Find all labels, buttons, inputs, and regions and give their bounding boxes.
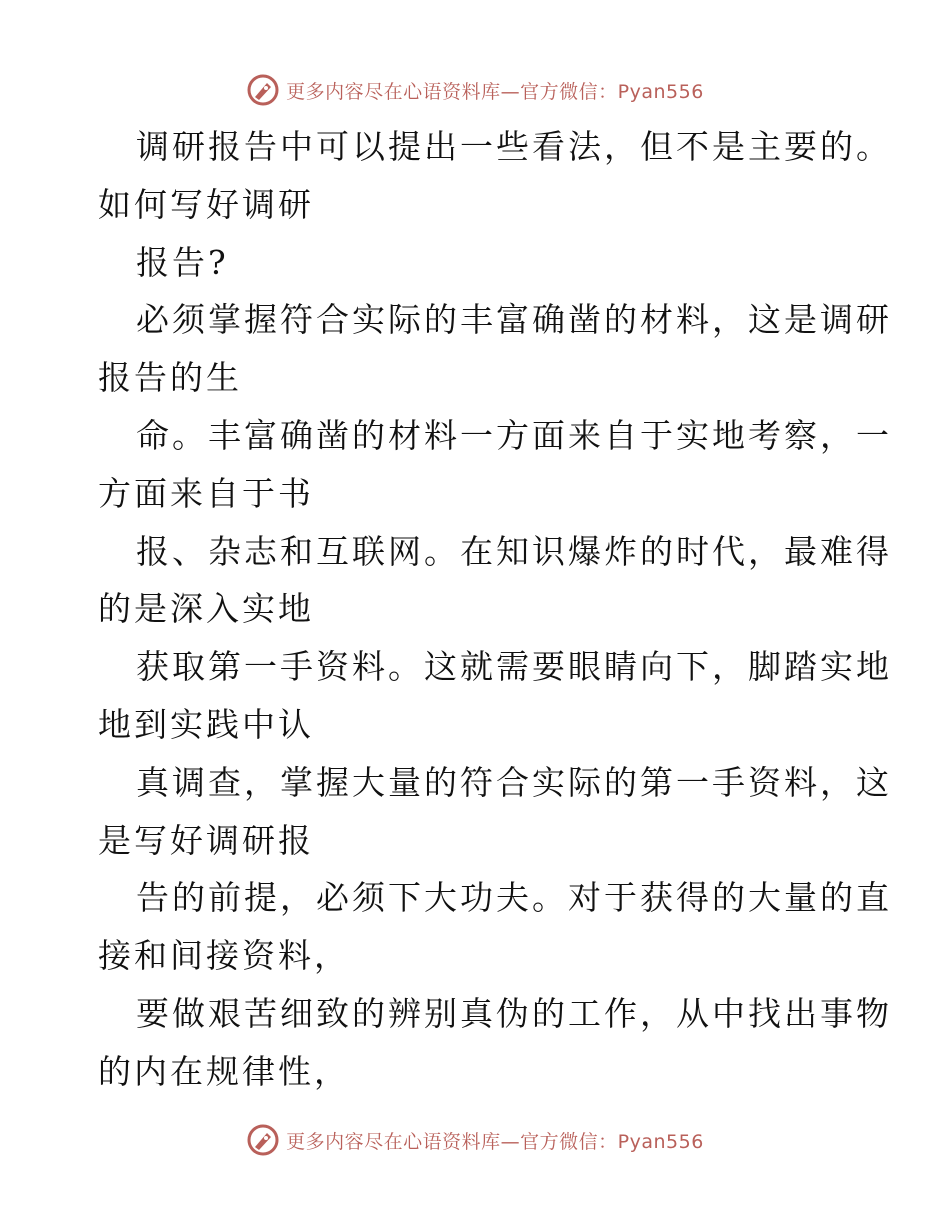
text-line: 报告? — [136, 242, 229, 282]
text-line: 接和间接资料， — [98, 936, 350, 976]
banner-text: 更多内容尽在心语资料库—官方微信：Pyan556 — [286, 1130, 704, 1153]
text-line: 如何写好调研 — [98, 184, 314, 224]
document-body — [98, 118, 892, 1101]
text-line: 必须掌握符合实际的丰富确凿的材料，这是调研 — [136, 300, 892, 340]
text-line: 报、杂志和互联网。在知识爆炸的时代，最难得 — [136, 531, 892, 571]
text-line: 的是深入实地 — [98, 589, 314, 629]
pen-nib-logo-icon — [246, 1123, 280, 1157]
text-line: 获取第一手资料。这就需要眼睛向下，脚踏实地 — [136, 647, 892, 687]
text-line: 调研报告中可以提出一些看法，但不是主要的。 — [136, 127, 892, 166]
text-line: 方面来自于书 — [98, 473, 314, 513]
text-line: 报告的生 — [98, 358, 242, 398]
header-banner — [0, 70, 950, 110]
text-line: 真调查，掌握大量的符合实际的第一手资料，这 — [136, 762, 892, 802]
pen-nib-logo-icon — [246, 73, 280, 107]
text-line: 要做艰苦细致的辨别真伪的工作，从中找出事物 — [136, 993, 892, 1033]
banner-text: 更多内容尽在心语资料库—官方微信：Pyan556 — [286, 80, 704, 103]
text-line: 告的前提，必须下大功夫。对于获得的大量的直 — [136, 878, 892, 918]
text-line: 命。丰富确凿的材料一方面来自于实地考察，一 — [136, 415, 892, 455]
text-line: 是写好调研报 — [98, 820, 314, 860]
text-line: 地到实践中认 — [98, 704, 314, 744]
footer-banner — [0, 1120, 950, 1160]
text-line: 的内在规律性， — [98, 1051, 350, 1091]
